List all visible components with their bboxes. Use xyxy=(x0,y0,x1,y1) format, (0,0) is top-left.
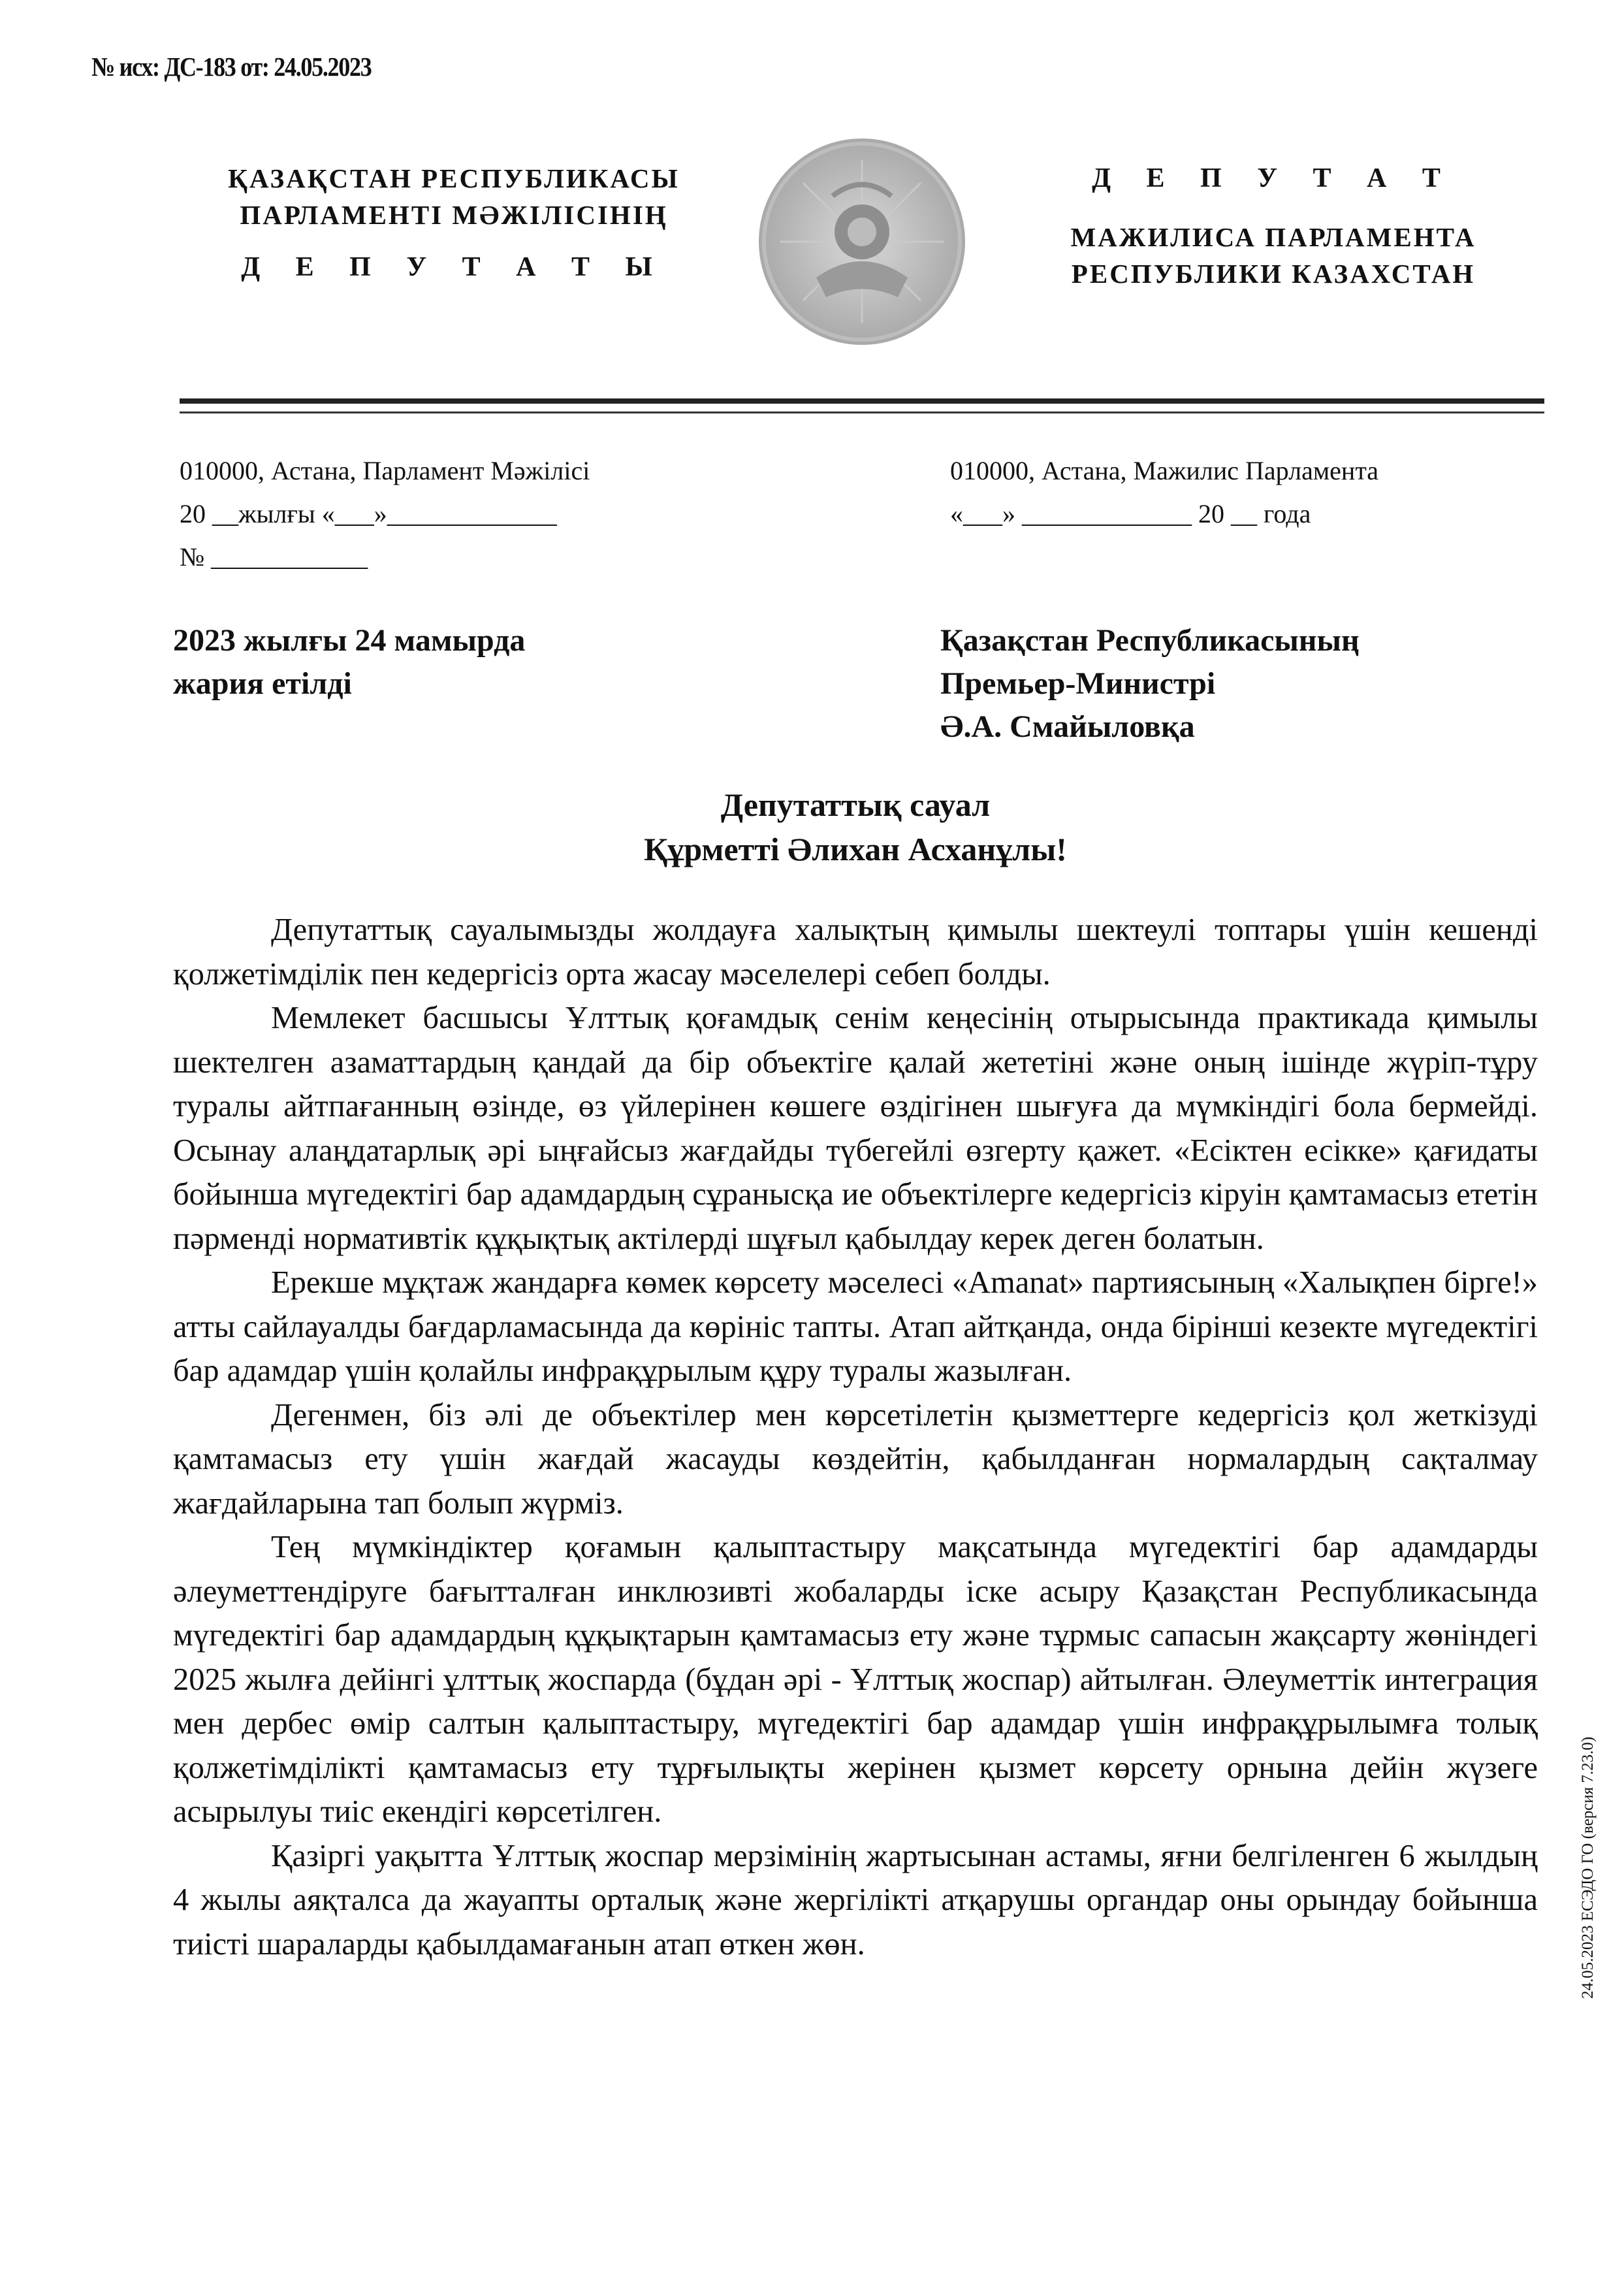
header-right xyxy=(1012,160,1535,292)
title-line-1: Депутаттық сауал xyxy=(720,786,991,823)
address-right-line-1: 010000, Астана, Мажилис Парламента xyxy=(950,456,1379,485)
letter-title xyxy=(173,783,1538,871)
recipient-line-3: Ә.А. Смайыловқа xyxy=(940,709,1195,744)
recipient-line-1: Қазақстан Республикасының xyxy=(940,623,1360,658)
header-right-line-3: РЕСПУБЛИКИ КАЗАХСТАН xyxy=(1071,259,1476,289)
header-divider-thin xyxy=(180,412,1544,413)
salutation: Құрметті Әлихан Асханұлы! xyxy=(644,831,1067,867)
header-left xyxy=(173,160,735,285)
address-left-line-1: 010000, Астана, Парламент Мәжілісі xyxy=(180,456,590,485)
published-note xyxy=(173,619,525,705)
document-number: № исх: ДС-183 от: 24.05.2023 xyxy=(91,52,372,82)
letter-body xyxy=(173,908,1538,1966)
paragraph-2: Мемлекет басшысы Ұлттық қоғамдық сенім кеңесінің отырысында практикада қимылы шектелген азаматтардың қандай да бір объектіге қалай жететіні және оның ішінде жүріп-тұру туралы айтпағанның өзінде, өз үйлерінен көшеге өздігінен шығуға да мүмкіндігі бола бермейді. Осынау алаңдатарлық әрі ыңғайсыз жағдайды түбегейлі өзгерту қажет. «Есіктен есікке» қағидаты бойынша мүгедектігі бар адамдардың сұранысқа ие объектілерге кедергісіз кіруін қамтамасыз ететін пәрменді нормативтік құқықтық актілерді шұғыл қабылдау керек деген болатын. xyxy=(173,1001,1538,1256)
paragraph-6: Қазіргі уақытта Ұлттық жоспар мерзімінің жартысынан астамы, яғни белгіленген 6 жылдың 4 жылы аяқталса да жауапты орталық және жергілікті атқарушы органдар оны орындау бойынша тиісті шараларды қабылдамағанын атап өткен жөн. xyxy=(173,1838,1538,1962)
address-right xyxy=(950,449,1378,536)
recipient-line-2: Премьер-Министрі xyxy=(940,666,1216,701)
paragraph-1: Депутаттық сауалымызды жолдауға халықтың қимылы шектеулі топтары үшін кешенді қолжетімділік пен кедергісіз орта жасау мәселелері себеп болды. xyxy=(173,913,1538,992)
published-line-1: 2023 жылғы 24 мамырда xyxy=(173,623,526,658)
paragraph-4: Дегенмен, біз әлі де объектілер мен көрсетілетін қызметтерге кедергісіз қол жеткізуді қамтамасыз ету үшін жағдай жасауды көздейтін, қабылданған нормалардың сақталмау жағдайларына тап болып жүрміз. xyxy=(173,1397,1538,1521)
header-left-line-2: ПАРЛАМЕНТІ МӘЖІЛІСІНІҢ xyxy=(240,200,668,230)
paragraph-3: Ерекше мұқтаж жандарға көмек көрсету мәселесі «Amanat» партиясының «Халықпен бірге!» атты сайлауалды бағдарламасында да көрініс тапты. Атап айтқанда, онда бірінші кезекте мүгедектігі бар адамдар үшін қолайлы инфрақұрылым құру туралы жазылған. xyxy=(173,1265,1538,1388)
header-right-line-2: МАЖИЛИСА ПАРЛАМЕНТА xyxy=(1070,222,1476,252)
address-left xyxy=(180,449,590,579)
header-left-line-3: Д Е П У Т А Т Ы xyxy=(241,252,667,282)
published-line-2: жария етілді xyxy=(173,666,352,701)
side-stamp: 24.05.2023 ЕСЭДО ГО (версия 7.23.0) xyxy=(1579,1736,1597,1999)
paragraph-5: Тең мүмкіндіктер қоғамын қалыптастыру мақсатында мүгедектігі бар адамдарды әлеуметтендіруге бағытталған инклюзивті жобаларды іске асыру Қазақстан Республикасында мүгедектігі бар адамдардың құқықтарын қамтамасыз ету және тұрмыс сапасын жақсарту жөніндегі 2025 жылға дейінгі ұлттық жоспарда (бұдан әрі - Ұлттық жоспар) айтылған. Әлеуметтік интеграция мен дербес өмір салтын қалыптастыру, мүгедектігі бар адамдар үшін инфрақұрылымға толық қолжетімділікті қамтамасыз ету тұрғылықты жерінен қызмет көрсету орнына дейін жүзеге асырылуы тиіс екендігі көрсетілген. xyxy=(173,1530,1538,1829)
header-right-line-1: Д Е П У Т А Т xyxy=(1092,163,1455,193)
address-left-line-2: 20 __жылғы «___»_____________ xyxy=(180,499,557,528)
recipient xyxy=(940,619,1360,749)
address-left-line-3: № ____________ xyxy=(180,542,368,572)
header-divider-thick xyxy=(180,398,1544,404)
address-right-line-2: «___» _____________ 20 __ года xyxy=(950,499,1311,528)
state-emblem-icon xyxy=(754,134,970,349)
header-left-line-1: ҚАЗАҚСТАН РЕСПУБЛИКАСЫ xyxy=(228,163,680,193)
